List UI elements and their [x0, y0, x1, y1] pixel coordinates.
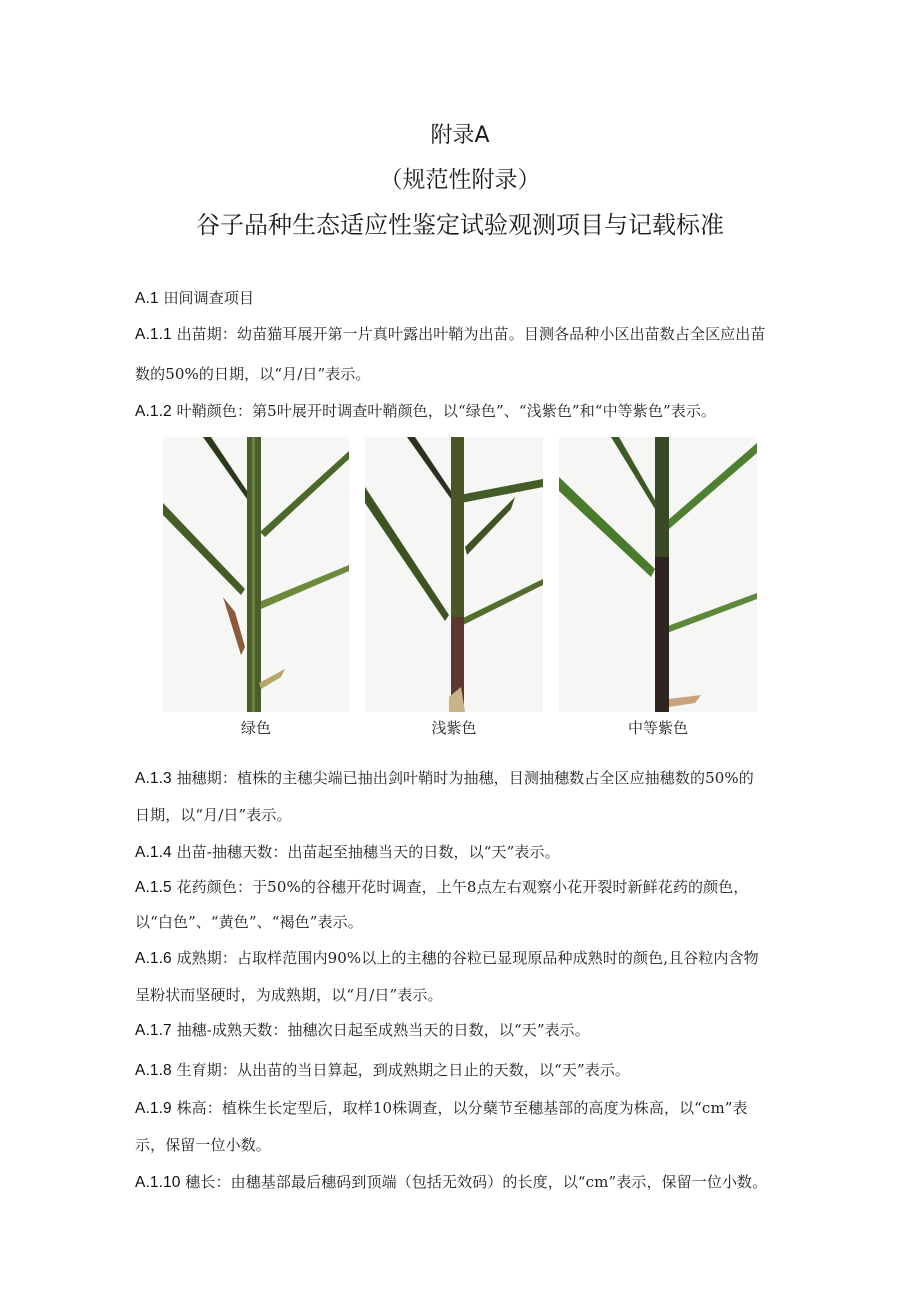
item-a-1-9-cont: 示，保留一位小数。 [135, 1136, 271, 1154]
item-number: A.1.9 [135, 1100, 172, 1117]
item-a-1-9 [135, 1094, 787, 1123]
item-a-1-1 [135, 320, 787, 349]
item-a-1-3-cont: 日期，以“月/日”表示。 [135, 806, 292, 824]
item-text: 穗长：由穗基部最后穗码到顶端（包括无效码）的长度，以“cm”表示，保留一位小数。 [185, 1173, 768, 1191]
item-number: A.1.10 [135, 1174, 181, 1191]
item-number: A.1.1 [135, 326, 172, 343]
caption-light-purple: 浅紫色 [431, 719, 477, 737]
item-text: 生育期：从出苗的当日算起，到成熟期之日止的天数，以“天”表示。 [176, 1061, 631, 1079]
item-a-1-5 [135, 873, 787, 902]
item-a-1-1-cont: 数的50%的日期，以“月/日”表示。 [135, 365, 371, 383]
section-number: A.1 [135, 290, 159, 307]
photo-medium-purple-sheath [559, 437, 757, 712]
caption-medium-purple: 中等紫色 [627, 719, 688, 737]
item-number: A.1.7 [135, 1022, 172, 1039]
item-text: 株高：植株生长定型后，取样10株调查，以分蘖节至穗基部的高度为株高，以“cm”表 [176, 1099, 748, 1117]
item-text: 出苗期：幼苗猫耳展开第一片真叶露出叶鞘为出苗。目测各品种小区出苗数占全区应出苗 [176, 325, 766, 343]
item-a-1-8 [135, 1056, 787, 1085]
item-a-1-2 [135, 397, 787, 426]
item-a-1-6-cont: 呈粉状而坚硬时，为成熟期，以“月/日”表示。 [135, 986, 443, 1004]
item-a-1-3 [135, 764, 787, 793]
appendix-subtitle: （规范性附录） [379, 167, 541, 193]
item-number: A.1.4 [135, 844, 172, 861]
appendix-heading: 谷子品种生态适应性鉴定试验观测项目与记载标准 [196, 211, 724, 239]
section-heading [135, 284, 787, 313]
caption-green: 绿色 [240, 719, 271, 737]
item-a-1-4 [135, 838, 787, 867]
item-text: 抽穗-成熟天数：抽穗次日起至成熟当天的日数，以“天”表示。 [176, 1021, 590, 1039]
item-number: A.1.3 [135, 770, 172, 787]
item-text: 叶鞘颜色：第5叶展开时调查叶鞘颜色，以“绿色”、“浅紫色”和“中等紫色”表示。 [176, 402, 717, 420]
item-number: A.1.5 [135, 879, 172, 896]
item-text: 抽穗期：植株的主穗尖端已抽出剑叶鞘时为抽穗，目测抽穗数占全区应抽穗数的50%的 [176, 769, 754, 787]
item-number: A.1.6 [135, 950, 172, 967]
item-text: 出苗-抽穗天数：出苗起至抽穗当天的日数，以“天”表示。 [176, 843, 560, 861]
section-text: 田间调查项目 [163, 289, 255, 307]
item-text: 成熟期：占取样范围内90%以上的主穗的谷粒已显现原品种成熟时的颜色,且谷粒内含物 [176, 949, 759, 967]
item-a-1-6 [135, 944, 787, 973]
appendix-title: 附录A [430, 123, 490, 148]
item-a-1-10 [135, 1168, 805, 1197]
photo-green-sheath [163, 437, 349, 712]
item-text: 花药颜色：于50%的谷穗开花时调查，上午8点左右观察小花开裂时新鲜花药的颜色， [176, 878, 749, 896]
photo-light-purple-sheath [365, 437, 543, 712]
item-number: A.1.8 [135, 1062, 172, 1079]
item-a-1-5-cont: 以“白色”、“黄色”、“褐色”表示。 [135, 913, 363, 931]
item-number: A.1.2 [135, 403, 172, 420]
item-a-1-7 [135, 1016, 787, 1045]
